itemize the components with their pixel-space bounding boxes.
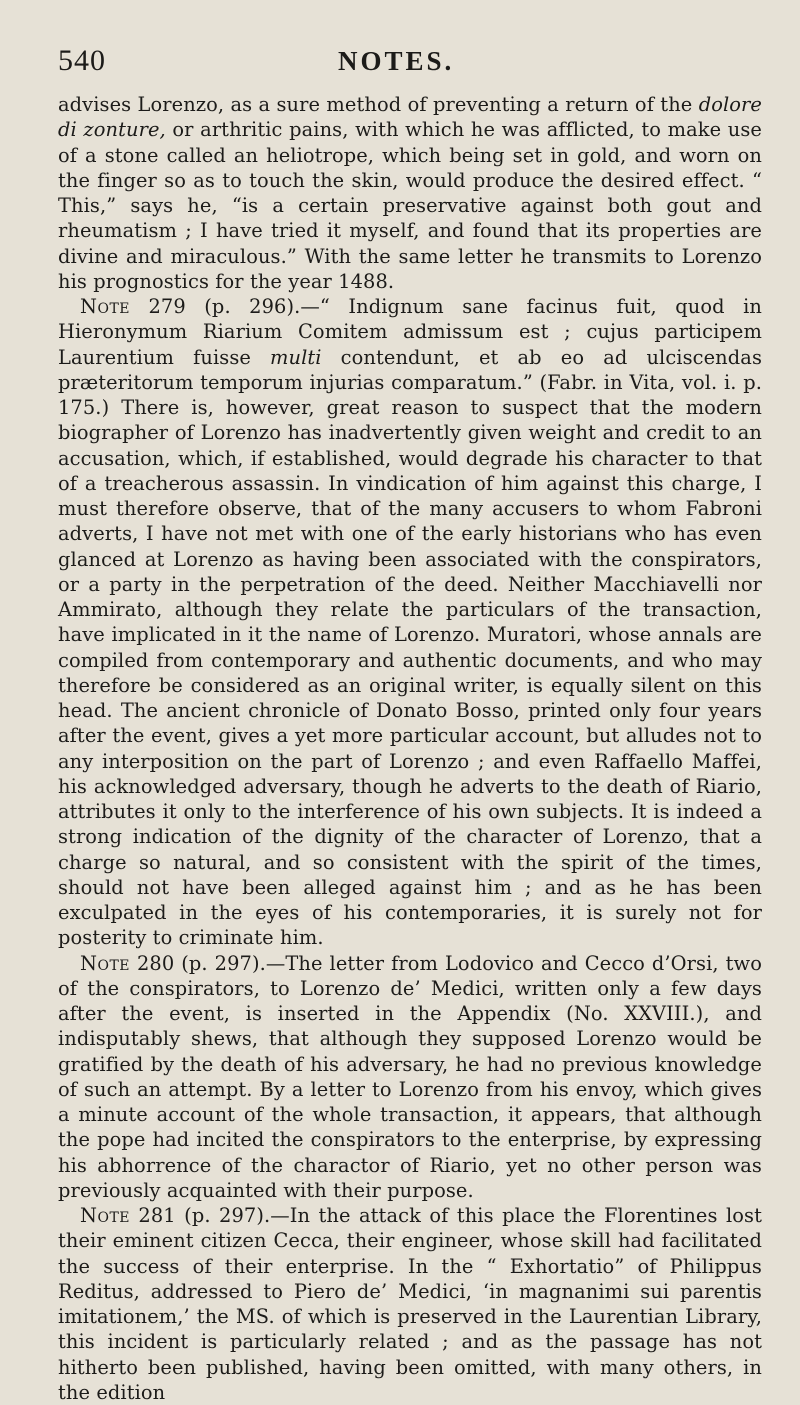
running-head: NOTES. bbox=[338, 46, 455, 76]
paragraph-continuation bbox=[58, 92, 762, 294]
text-segment: advises Lorenzo, as a sure method of preventing a return of the bbox=[58, 93, 699, 116]
text-segment: or arthritic pains, with which he was afflicted, to make use of a stone called an heliotrope, which being set in gold, and worn on the finger so as to touch the skin, would produce the desired effect. “ This,” says he, “is a certain preservative against both gout and rheumatism ; I have tried it myself, and found that its properties are divine and miraculous.” With the same letter he transmits to Lorenzo his prognostics for the year 1488. bbox=[58, 118, 762, 293]
note-281 bbox=[58, 1203, 762, 1405]
italic-segment: dolore di zonture, bbox=[58, 93, 762, 142]
note-label: Note bbox=[80, 1204, 131, 1227]
body-text bbox=[58, 92, 762, 1405]
note-279 bbox=[58, 294, 762, 951]
page-header bbox=[58, 44, 762, 92]
note-280 bbox=[58, 951, 762, 1204]
text-segment: 279 (p. 296).—“ Indignum sane facinus fuit, quod in Hieronymum Riarium Comitem admissum est ; cujus participem Laurentium fuisse bbox=[58, 295, 762, 369]
page-number: 540 bbox=[58, 44, 106, 77]
text-segment: contendunt, et ab eo ad ulciscendas præteritorum temporum injurias comparatum.” (Fabr. in Vita, vol. i. p. 175.) There is, however, great reason to suspect that the modern biographer of Lorenzo has inadvertently given weight and credit to an accusation, which, if established, would degrade his character to that of a treacherous assassin. In vindication of him against this charge, I must therefore observe, that of the many accusers to whom Fabroni adverts, I have not met with one of the early historians who has even glanced at Lorenzo as having been associated with the conspirators, or a party in the perpetration of the deed. Neither Macchiavelli nor Ammirato, although they relate the particulars of the transaction, have implicated in it the name of Lorenzo. Muratori, whose annals are compiled from contemporary and authentic documents, and who may therefore be considered as an original writer, is equally silent on this head. The ancient chronicle of Donato Bosso, printed only four years after the event, gives a yet more particular account, but alludes not to any interposition on the part of Lorenzo ; and even Raffaello Maffei, his acknowledged adversary, though he adverts to the death of Riario, attributes it only to the interference of his own subjects. It is indeed a strong indication of the dignity of the character of Lorenzo, that a charge so natural, and so consistent with the spirit of the times, should not have been alleged against him ; and as he has been exculpated in the eyes of his contemporaries, it is surely not for posterity to criminate him. bbox=[58, 345, 762, 950]
text-segment: 281 (p. 297).—In the attack of this place the Florentines lost their eminent citizen Cecca, their engineer, whose skill had facilitated the success of their enterprise. In the “ Exhortatio” of Philippus Reditus, addressed to Piero de’ Medici, ‘in magnanimi sui parentis imitationem,’ the MS. of which is preserved in the Laurentian Library, this incident is particularly related ; and as the passage has not hitherto been published, having been omitted, with many others, in the edition bbox=[58, 1204, 762, 1404]
italic-segment: multi bbox=[270, 345, 322, 369]
note-label: Note bbox=[80, 295, 131, 318]
text-segment: 280 (p. 297).—The letter from Lodovico and Cecco d’Orsi, two of the conspirators, to Lorenzo de’ Medici, written only a few days after the event, is inserted in the Appendix (No. XXVIII.), and indisputably shews, that although they supposed Lorenzo would be gratified by the death of his adversary, he had no previous knowledge of such an attempt. By a letter to Lorenzo from his envoy, which gives a minute account of the whole transaction, it appears, that although the pope had incited the conspirators to the enterprise, by expressing his abhorrence of the charactor of Riario, yet no other person was previously acquainted with their purpose. bbox=[58, 951, 762, 1202]
note-label: Note bbox=[80, 951, 131, 975]
